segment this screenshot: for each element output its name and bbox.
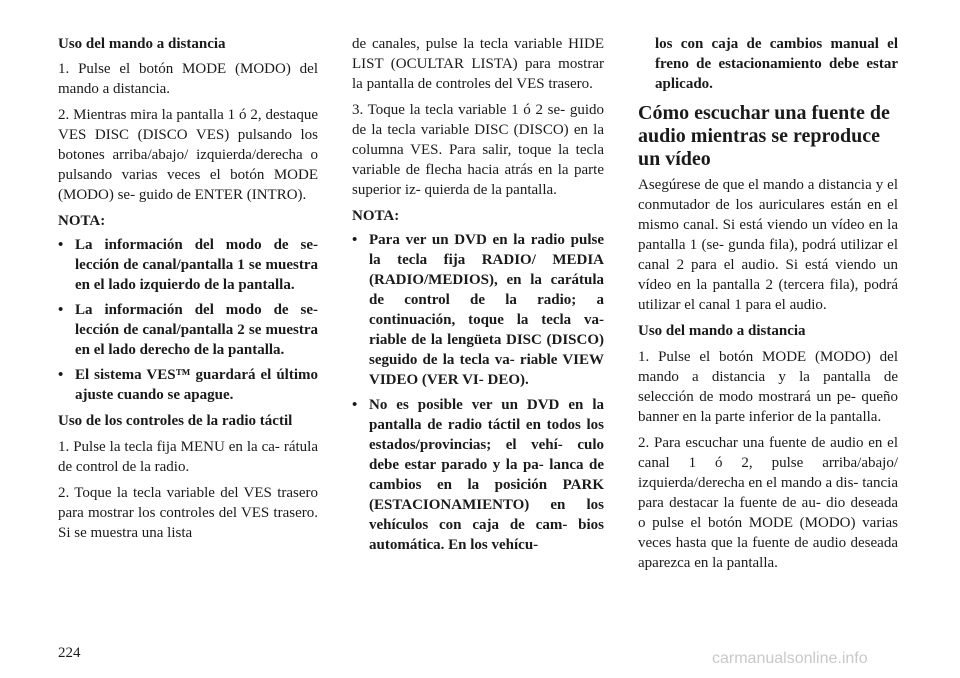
bullet-icon: • [58,237,64,253]
note-bullet: • Para ver un DVD en la radio pulse la tecla fija RADIO/ MEDIA (RADIO/MEDIOS), en la carátula de control de la radio; a continuación, toque la tecla va- riable de la lengüeta DISC (DISCO) seguido de la tecla va- riable VIEW VIDEO (VER VI- DEO). [352,232,604,388]
column-middle [352,34,604,555]
section-heading: Uso del mando a distancia [58,36,226,52]
note-bullet: • El sistema VES™ guardará el último ajuste cuando se apague. [58,367,318,403]
note-label: NOTA: [352,208,400,224]
paragraph: 2. Toque la tecla variable del VES trasero para mostrar los controles del VES trasero. Si se muestra una lista [58,485,318,541]
paragraph: 1. Pulse el botón MODE (MODO) del mando a distancia y la pantalla de selección de modo mostrará un pe- queño banner en la parte inferior de la pantalla. [638,349,898,425]
note-bullet: • La información del modo de se- lección de canal/pantalla 1 se muestra en el lado izquierdo de la pantalla. [58,237,318,293]
page-number: 224 [58,645,81,661]
watermark: carmanualsonline.info [712,650,868,667]
bullet-icon: • [352,397,358,413]
section-title: Cómo escuchar una fuente de audio mientras se reproduce un vídeo [638,102,890,170]
note-bullet: • La información del modo de se- lección de canal/pantalla 2 se muestra en el lado derecho de la pantalla. [58,302,318,358]
paragraph: 1. Pulse el botón MODE (MODO) del mando a distancia. [58,61,318,97]
bullet-icon: • [352,232,358,248]
paragraph: de canales, pulse la tecla variable HIDE LIST (OCULTAR LISTA) para mostrar la pantalla de controles del VES trasero. [352,36,604,92]
paragraph: Asegúrese de que el mando a distancia y el conmutador de los auriculares están en el mismo canal. Si está viendo un vídeo en la pantalla 1 (se- gunda fila), podrá utilizar el canal 2 para el audio. Si está viendo un vídeo en la pantalla 2 (tercera fila), podrá utilizar el canal 1 para el audio. [638,177,898,313]
paragraph: 3. Toque la tecla variable 1 ó 2 se- guido de la tecla variable DISC (DISCO) en la columna VES. Para salir, toque la tecla variable de flecha hacia atrás en la parte superior iz- quierda de la pantalla. [352,102,604,198]
column-right [638,34,898,573]
paragraph: 1. Pulse la tecla fija MENU en la ca- rátula de control de la radio. [58,439,318,475]
column-left [58,34,318,543]
note-continuation: los con caja de cambios manual el freno de estacionamiento debe estar aplicado. [655,36,898,92]
note-bullet: • No es posible ver un DVD en la pantalla de radio táctil en todos los estados/provincias; el vehí- culo debe estar parado y la pa- lanca de cambios en la posición PARK (ESTACIONAMIENTO) en los vehículos con caja de cam- bios automática. En los vehícu- [352,397,604,553]
paragraph: 2. Para escuchar una fuente de audio en el canal 1 ó 2, pulse arriba/abajo/ izquierda/derecha en el mando a dis- tancia para destacar la fuente de au- dio deseada o pulse el botón MODE (MODO) varias veces hasta que la fuente de audio deseada aparezca en la pantalla. [638,435,898,571]
section-heading: Uso de los controles de la radio táctil [58,413,293,429]
paragraph: 2. Mientras mira la pantalla 1 ó 2, destaque VES DISC (DISCO VES) pulsando los botones arriba/abajo/ izquierda/derecha o pulsando varias veces el botón MODE (MODO) se- guido de ENTER (INTRO). [58,107,318,203]
note-label: NOTA: [58,213,106,229]
bullet-icon: • [58,367,64,383]
bullet-icon: • [58,302,64,318]
section-heading: Uso del mando a distancia [638,323,806,339]
